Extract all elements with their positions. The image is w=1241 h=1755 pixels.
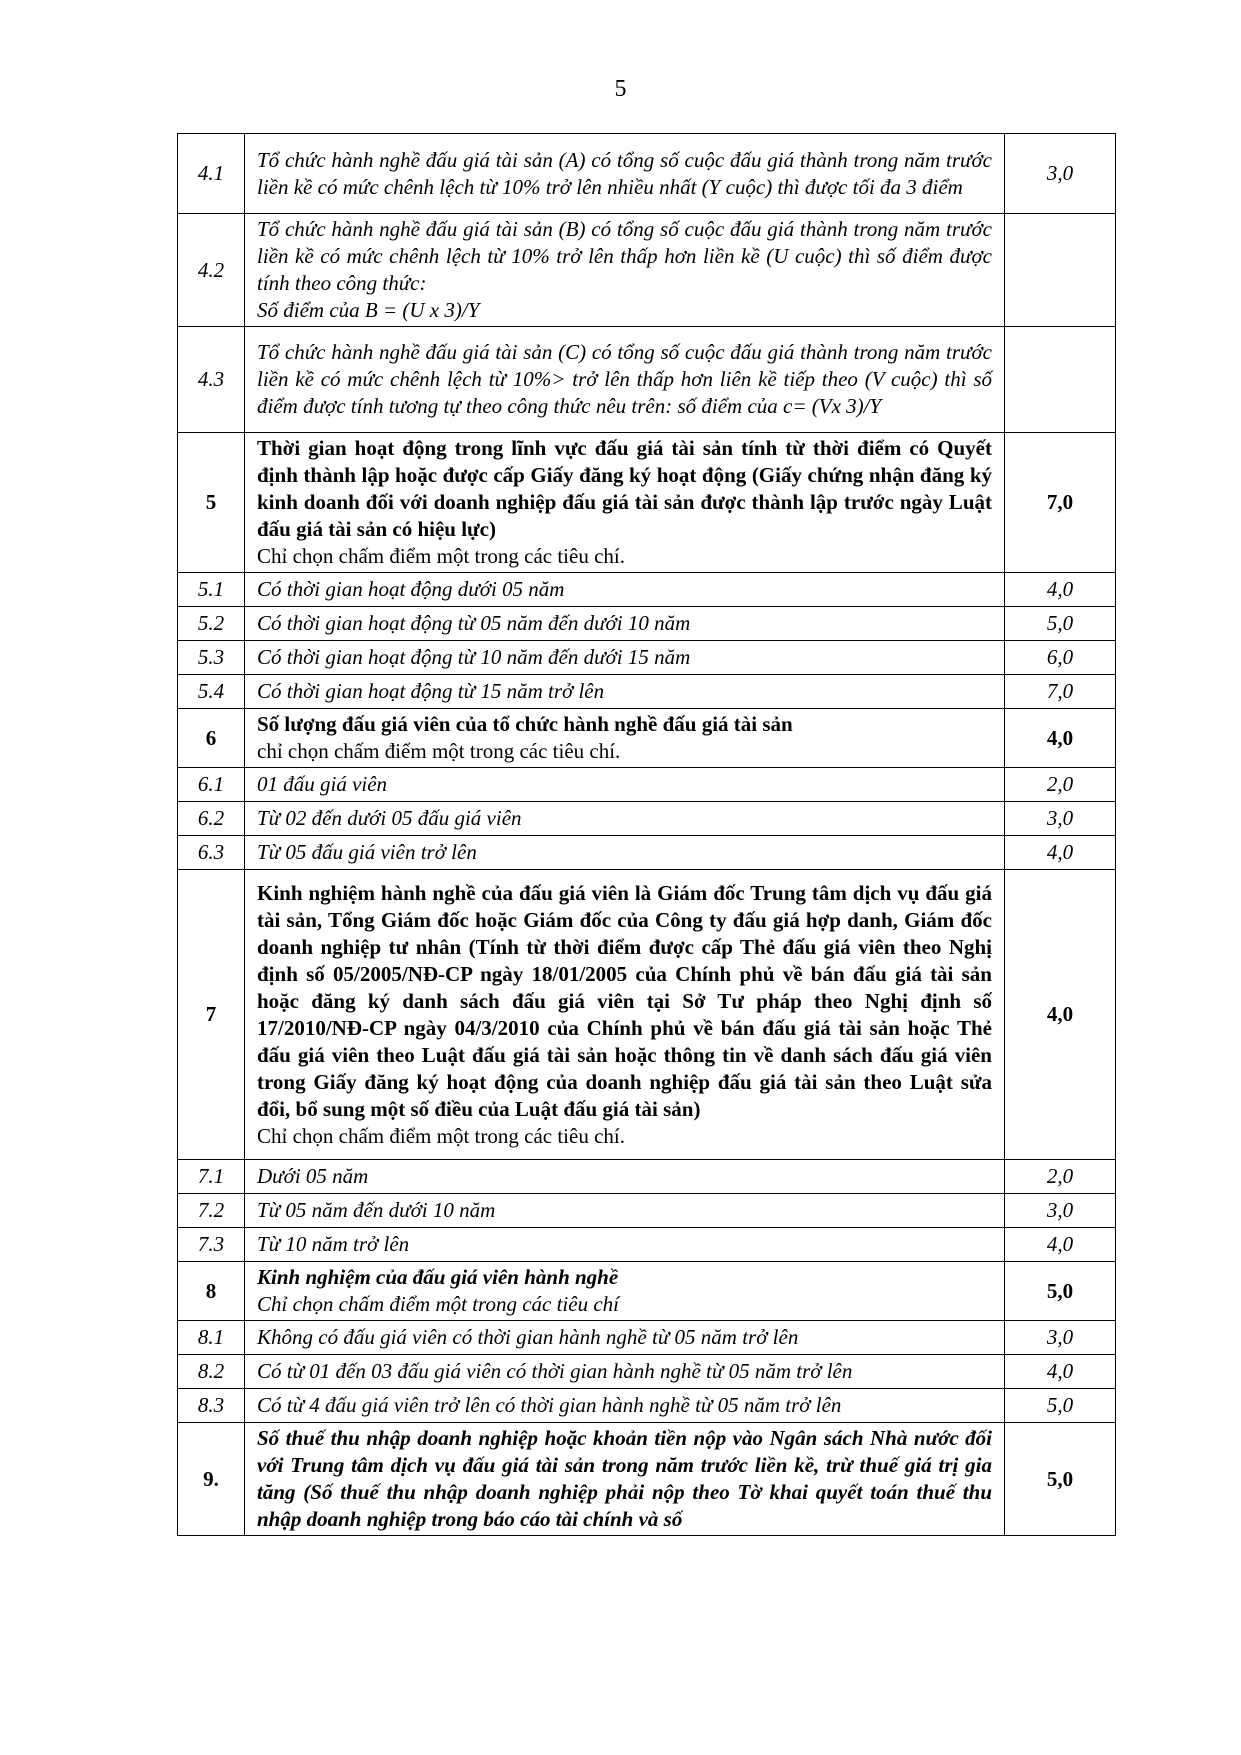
criterion-text: Từ 05 năm đến dưới 10 năm [257,1198,496,1222]
criterion-description [245,1194,1005,1228]
table-row [178,327,1116,433]
table-row [178,607,1116,641]
criterion-description [245,1389,1005,1423]
table-row [178,573,1116,607]
criterion-text: Không có đấu giá viên có thời gian hành nghề từ 05 năm trở lên [257,1325,799,1349]
scoring-table [177,133,1116,1536]
table-row [178,836,1116,870]
criterion-score: 2,0 [1005,1160,1116,1194]
criterion-text: Kinh nghiệm hành nghề của đấu giá viên là Giám đốc Trung tâm dịch vụ đấu giá tài sản, Tổng Giám đốc hoặc Giám đốc của Công ty đấu giá hợp danh, Giám đốc doanh nghiệp tư nhân (Tính từ thời điểm được cấp Thẻ đấu giá viên theo Nghị định số 05/2005/NĐ-CP ngày 18/01/2005 của Chính phủ về bán đấu giá tài sản hoặc đăng ký danh sách đấu giá viên tại Sở Tư pháp theo Nghị định số 17/2010/NĐ-CP ngày 04/3/2010 của Chính phủ về bán đấu giá tài sản hoặc Thẻ đấu giá viên theo Luật đấu giá tài sản hoặc thông tin về danh sách đấu giá viên trong Giấy đăng ký hoạt động của doanh nghiệp đấu giá tài sản theo Luật sửa đổi, bổ sung một số điều của Luật đấu giá tài sản) [257,880,992,1121]
criterion-number: 7 [178,870,245,1160]
criterion-text: Từ 02 đến dưới 05 đấu giá viên [257,806,522,830]
table-row [178,802,1116,836]
criterion-text: Có thời gian hoạt động dưới 05 năm [257,577,565,601]
criterion-description [245,675,1005,709]
table-row [178,1389,1116,1423]
criterion-number: 6.1 [178,768,245,802]
criterion-score: 4,0 [1005,1355,1116,1389]
criterion-description [245,1355,1005,1389]
criterion-score: 5,0 [1005,1389,1116,1423]
criterion-description [245,327,1005,433]
criterion-score: 5,0 [1005,607,1116,641]
criterion-number: 4.2 [178,214,245,327]
criterion-number: 8 [178,1262,245,1321]
criterion-number: 5.2 [178,607,245,641]
criterion-description [245,573,1005,607]
criterion-description [245,607,1005,641]
criterion-text: Số lượng đấu giá viên của tổ chức hành nghề đấu giá tài sản [257,712,793,736]
criterion-number: 4.3 [178,327,245,433]
criterion-score [1005,327,1116,433]
table-row [178,1160,1116,1194]
criterion-text: Có thời gian hoạt động từ 15 năm trở lên [257,679,605,703]
criterion-description [245,1321,1005,1355]
criterion-score: 3,0 [1005,134,1116,214]
page-number: 5 [614,76,627,102]
table-row [178,1355,1116,1389]
criterion-note: Chỉ chọn chấm điểm một trong các tiêu chí [257,1292,619,1316]
criterion-number: 9. [178,1423,245,1536]
table-row [178,709,1116,768]
criterion-score: 7,0 [1005,433,1116,573]
table-row [178,641,1116,675]
criterion-number: 5 [178,433,245,573]
criterion-description [245,1228,1005,1262]
criterion-score: 4,0 [1005,709,1116,768]
criterion-description [245,870,1005,1160]
criterion-description [245,1262,1005,1321]
criterion-score: 6,0 [1005,641,1116,675]
criterion-text: Dưới 05 năm [257,1164,369,1188]
criterion-number: 7.2 [178,1194,245,1228]
criterion-note: chỉ chọn chấm điểm một trong các tiêu chí. [257,739,621,763]
criterion-score: 5,0 [1005,1262,1116,1321]
criterion-number: 7.1 [178,1160,245,1194]
criterion-description [245,433,1005,573]
table-row [178,768,1116,802]
criterion-score: 4,0 [1005,573,1116,607]
table-row [178,1194,1116,1228]
criterion-score: 3,0 [1005,802,1116,836]
criterion-number: 5.4 [178,675,245,709]
criterion-text: Từ 10 năm trở lên [257,1232,410,1256]
criterion-description [245,802,1005,836]
criterion-text: Kinh nghiệm của đấu giá viên hành nghề [257,1265,619,1289]
table-row [178,433,1116,573]
criterion-note: Chỉ chọn chấm điểm một trong các tiêu chí. [257,544,625,568]
criterion-description [245,1160,1005,1194]
criterion-description [245,768,1005,802]
criterion-note: Chỉ chọn chấm điểm một trong các tiêu chí. [257,1123,625,1148]
table-row [178,675,1116,709]
table-row [178,1228,1116,1262]
criterion-number: 6.3 [178,836,245,870]
criterion-number: 8.3 [178,1389,245,1423]
criterion-score: 4,0 [1005,870,1116,1160]
criterion-number: 8.1 [178,1321,245,1355]
scoring-table-body [178,134,1116,1536]
table-row [178,214,1116,327]
criterion-number: 4.1 [178,134,245,214]
table-row [178,1423,1116,1536]
criterion-text: 01 đấu giá viên [257,772,388,796]
criterion-description [245,134,1005,214]
table-row [178,1321,1116,1355]
criterion-score: 3,0 [1005,1321,1116,1355]
table-row [178,134,1116,214]
criterion-text: Có từ 4 đấu giá viên trở lên có thời gian hành nghề từ 05 năm trở lên [257,1393,842,1417]
criterion-description [245,709,1005,768]
criterion-number: 6.2 [178,802,245,836]
criterion-number: 6 [178,709,245,768]
criterion-text: Tổ chức hành nghề đấu giá tài sản (C) có tổng số cuộc đấu giá thành trong năm trước liền kề có mức chênh lệch từ 10%> trở lên thấp hơn liên kề tiếp theo (V cuộc) thì số điểm được tính tương tự theo công thức nêu trên: số điểm của c= (Vx 3)/Y [257,340,992,418]
criterion-text: Tổ chức hành nghề đấu giá tài sản (B) có tổng số cuộc đấu giá thành trong năm trước liền kề có mức chênh lệch từ 10% trở lên thấp hơn liền kề (U cuộc) thì số điểm được tính theo công thức: [257,217,992,295]
criterion-score [1005,214,1116,327]
criterion-score: 5,0 [1005,1423,1116,1536]
criterion-score: 2,0 [1005,768,1116,802]
criterion-number: 7.3 [178,1228,245,1262]
criterion-score: 3,0 [1005,1194,1116,1228]
table-row [178,870,1116,1160]
criterion-description [245,836,1005,870]
table-row [178,1262,1116,1321]
criterion-text: Từ 05 đấu giá viên trở lên [257,840,477,864]
criterion-number: 5.3 [178,641,245,675]
criterion-score: 4,0 [1005,836,1116,870]
criterion-number: 5.1 [178,573,245,607]
criterion-text: Có thời gian hoạt động từ 10 năm đến dưới 15 năm [257,645,691,669]
criterion-text: Số điểm của B = (U x 3)/Y [257,298,480,322]
criterion-description [245,1423,1005,1536]
criterion-score: 7,0 [1005,675,1116,709]
criterion-score: 4,0 [1005,1228,1116,1262]
criterion-text: Có từ 01 đến 03 đấu giá viên có thời gian hành nghề từ 05 năm trở lên [257,1359,853,1383]
criterion-text: Số thuế thu nhập doanh nghiệp hoặc khoản tiền nộp vào Ngân sách Nhà nước đối với Trung tâm dịch vụ đấu giá tài sản trong năm trước liền kề, trừ thuế giá trị gia tăng (Số thuế thu nhập doanh nghiệp phải nộp theo Tờ khai quyết toán thuế thu nhập doanh nghiệp trong báo cáo tài chính và số [257,1426,992,1531]
criterion-text: Có thời gian hoạt động từ 05 năm đến dưới 10 năm [257,611,691,635]
criterion-description [245,641,1005,675]
criterion-description [245,214,1005,327]
criterion-text: Tổ chức hành nghề đấu giá tài sản (A) có tổng số cuộc đấu giá thành trong năm trước liền kề có mức chênh lệch từ 10% trở lên nhiều nhất (Y cuộc) thì được tối đa 3 điểm [257,147,992,199]
criterion-number: 8.2 [178,1355,245,1389]
criterion-text: Thời gian hoạt động trong lĩnh vực đấu giá tài sản tính từ thời điểm có Quyết định thành lập hoặc được cấp Giấy đăng ký hoạt động (Giấy chứng nhận đăng ký kinh doanh đối với doanh nghiệp đấu giá tài sản được thành lập trước ngày Luật đấu giá tài sản có hiệu lực) [257,436,992,541]
